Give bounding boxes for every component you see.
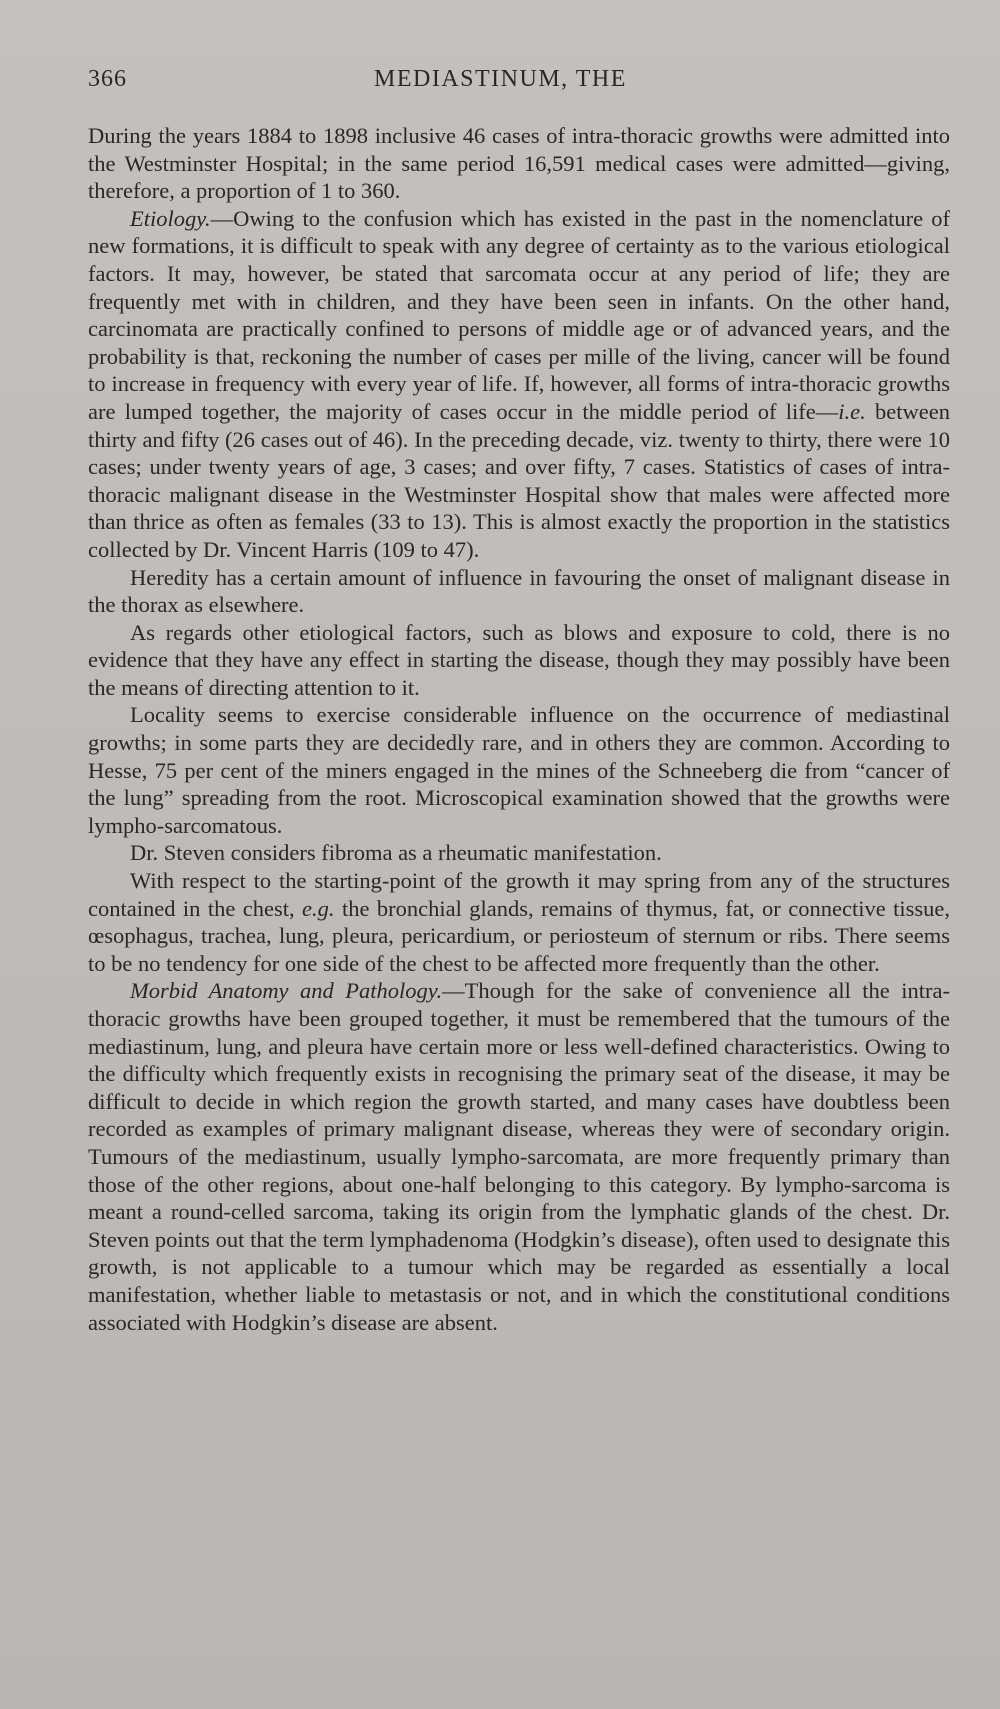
paragraph-etiology [88,205,950,564]
paragraph-fibroma [88,839,950,867]
paragraph-heredity [88,564,950,619]
italic-abbreviation: i.e. [838,398,866,424]
page-number: 366 [88,66,127,92]
paragraph-text: As regards other etiological factors, such as blows and exposure to cold, there is no evidence that they have any effect in starting the disease, though they may possibly have been the means of directing attention to it. [88,619,950,700]
paragraph-locality [88,701,950,839]
paragraph-text: During the years 1884 to 1898 inclusive 46 cases of intra-thoracic growths were admitted into the Westminster Hospital; in the same period 16,591 medical cases were admitted—giving, therefore, a proportion of 1 to 360. [88,123,950,204]
paragraph-other-factors [88,619,950,702]
paragraph-text: Locality seems to exercise considerable influence on the occurrence of mediastinal growths; in some parts they are decidedly rare, and in others they are common. According to Hesse, 75 per cent of the miners engaged in the mines of the Schneeberg die from “cancer of the lung” spreading from the root. Microscopical examination showed that the growths were lympho-sarcomatous. [88,702,950,838]
body-text [88,122,950,1336]
paragraph-text: between thirty and fifty (26 cases out of 46). In the preceding decade, viz. twenty to thirty, there were 10 cases; under twenty years of age, 3 cases; and over fifty, 7 cases. Statistics of cases of intra-thoracic malignant disease in the Westminster Hospital show that males were affected more than thrice as often as females (33 to 13). This is almost exactly the proportion in the statistics collected by Dr. Vincent Harris (109 to 47). [88,398,950,562]
section-heading-etiology: Etiology. [130,205,211,231]
paragraph-morbid-anatomy [88,977,950,1336]
italic-abbreviation: e.g. [302,895,335,921]
paragraph-statistics [88,122,950,205]
section-heading-morbid-anatomy: Morbid Anatomy and Pathology. [130,978,443,1004]
paragraph-text: —Owing to the confusion which has existed in the past in the nomenclature of new formations, it is difficult to speak with any degree of certainty as to the various etiological factors. It may, however, be stated that sarcomata occur at any period of life; they are frequently met with in children, and they have been seen in infants. On the other hand, carcinomata are practically confined to persons of middle age or of advanced years, and the probability is that, reckoning the number of cases per mille of the living, cancer will be found to increase in frequency with every year of life. If, however, all forms of intra-thoracic growths are lumped together, the majority of cases occur in the middle period of life— [88,205,950,424]
page-header [88,66,950,102]
paragraph-text: Dr. Steven considers fibroma as a rheumatic manifestation. [130,840,662,866]
paragraph-text: —Though for the sake of convenience all the intra-thoracic growths have been grouped together, it must be remembered that the tumours of the mediastinum, lung, and pleura have certain more or less well-defined characteristics. Owing to the difficulty which frequently exists in recognising the primary seat of the disease, it may be difficult to decide in which region the growth started, and many cases have doubtless been recorded as examples of primary malignant disease, whereas they were of secondary origin. Tumours of the mediastinum, usually lympho-sarcomata, are more frequently primary than those of the other regions, about one-half belonging to this category. By lympho-sarcoma is meant a round-celled sarcoma, taking its origin from the lymphatic glands of the chest. Dr. Steven points out that the term lymphadenoma (Hodgkin’s disease), often used to designate this growth, is not applicable to a tumour which may be regarded as essentially a local manifestation, whether liable to metastasis or not, and in which the constitutional conditions associated with Hodgkin’s disease are absent. [88,978,950,1335]
paragraph-text: the bronchial glands, remains of thymus, fat, or connective tissue, œsophagus, trachea, lung, pleura, pericardium, or periosteum of sternum or ribs. There seems to be no tendency for one side of the chest to be affected more frequently than the other. [88,895,950,976]
paragraph-text: Heredity has a certain amount of influence in favouring the onset of malignant disease in the thorax as elsewhere. [88,564,950,618]
paragraph-text: With respect to the starting-point of the growth it may spring from any of the structures contained in the chest, [88,868,950,921]
paragraph-starting-point [88,867,950,977]
running-head: MEDIASTINUM, THE [374,66,627,92]
